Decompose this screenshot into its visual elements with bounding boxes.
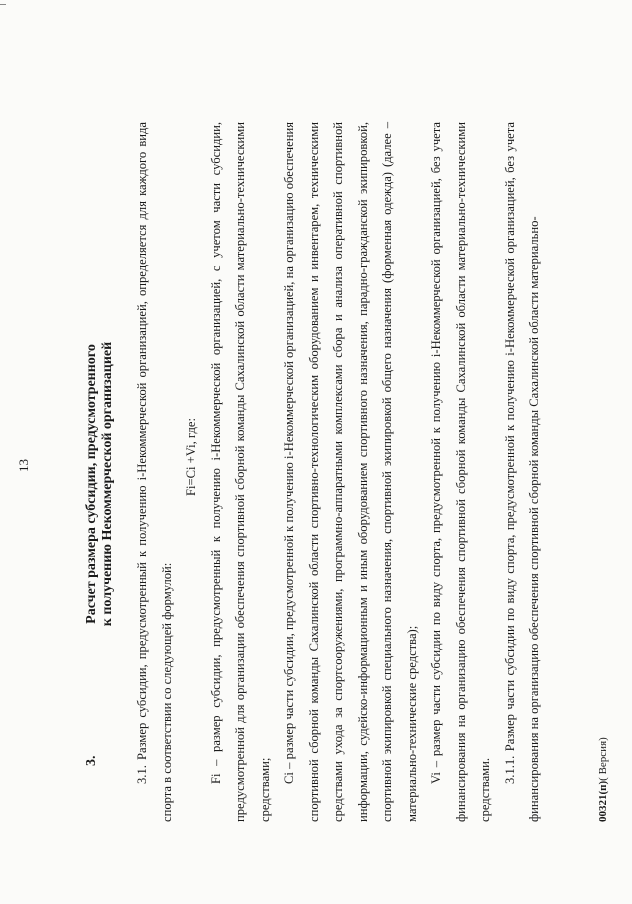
formula: Fi=Ci +Vi, где: [184, 418, 198, 496]
paragraph-vi-definition: Vi – размер части субсидии по виду спорта, предусмотренной к получению i-Некоммерческой организацией, без учета финансирования на организацию обеспечения спортивной сборной команды Сахалинской области материально-техническими средствами. [429, 122, 492, 822]
page-number: 13 [16, 459, 31, 472]
section-heading [84, 224, 116, 766]
paragraph-ci-definition: Ci – размер части субсидии, предусмотренной к получению i-Некоммерческой организацией, на организацию обеспечения спортивной сборной команды Сахалинской области спортивно-технологическим оборудованием и инвентарем, техническими средствами ухода за спортсооружениями, программно-аппаратными комплексами сбора и анализа оперативной спортивной информации, судейско-информационным и иным оборудованием спортивного назначения, парадно-гражданской экипировкой, спортивной экипировкой специального назначения, спортивной экипировкой общего назначения (форменная одежда) (далее – материально-технические средства); [282, 122, 419, 822]
paragraph-3-1-1: 3.1.1. Размер части субсидии по виду спорта, предусмотренной к получению i-Некоммерческой организацией, без учета финансирования на организацию обеспечения спортивной сборной команды Сахалинской области материально- [502, 122, 541, 822]
section-title-line2: к получению Некоммерческой организацией [100, 341, 115, 627]
document-version: ( Версия) [597, 737, 609, 781]
section-title-line1: Расчет размера субсидии, предусмотренного [84, 344, 99, 624]
section-number: 3. [84, 755, 99, 766]
document-body [130, 122, 547, 822]
paragraph-3-1: 3.1. Размер субсидии, предусмотренный к получению i-Некоммерческой организацией, определяется для каждого вида спорта в соответствии со следующей формулой: [135, 122, 174, 822]
scan-margin-mark [0, 4, 6, 5]
document-footer [597, 737, 609, 822]
paragraph-fi-definition: Fi – размер субсидии, предусмотренный к получению i-Некоммерческой организацией, с учетом части субсидии, предусмотренной для организации обеспечения спортивной сборной команды Сахалинской области материально-техническими средствами; [208, 122, 272, 822]
document-code: 00321(п) [597, 780, 609, 822]
